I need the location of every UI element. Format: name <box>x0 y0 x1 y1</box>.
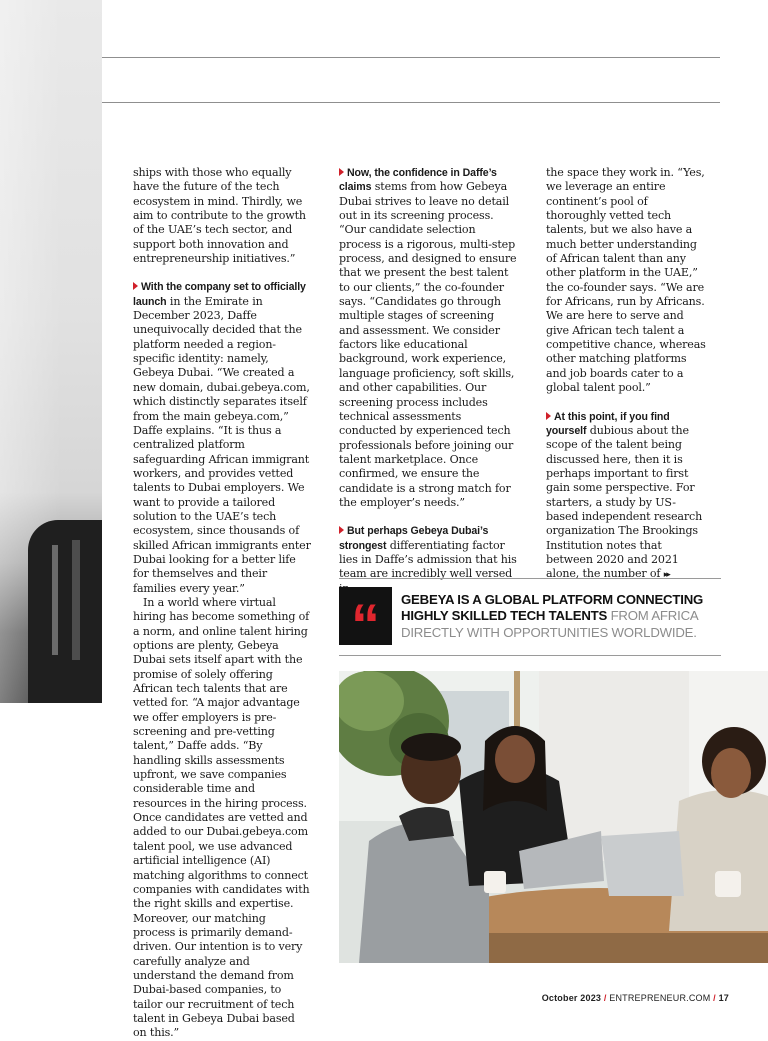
article-column-1 <box>133 166 311 1041</box>
page-number: 17 <box>718 993 729 1003</box>
paragraph <box>133 280 311 596</box>
quote-mark-box <box>339 587 392 658</box>
paragraph <box>339 524 517 596</box>
header-rule-bottom <box>102 102 720 103</box>
paragraph <box>546 410 706 582</box>
pullquote-rule-top <box>339 578 721 579</box>
paragraph-body: dubious about the scope of the talent being discussed here, then it is perhaps important to first gain some perspective. For starters, a study by US-based independent research organization The Brookings Institution notes that between 2020 and 2021 alone, the number of <box>546 423 703 581</box>
paragraph-body: differentiating factor lies in Daffe’s admission that his team are incredibly well versed <box>339 538 517 581</box>
paragraph <box>339 166 517 510</box>
section-marker-icon <box>339 526 344 534</box>
article-column-3 <box>546 166 706 582</box>
quote-icon: “ <box>351 593 380 658</box>
equipment-silhouette <box>28 520 102 703</box>
photo-illustration <box>339 671 768 963</box>
run-in-lead: Now, the confidence in Daffe’s claims <box>339 167 497 194</box>
header-rule-top <box>102 57 720 58</box>
paragraph: the space they work in. “Yes, we leverage an entire continent’s pool of thoroughly vetted tech talents, but we also have a much better understanding of African talent than any other platform in the UAE,” the co-founder says. “We are for Africans, run by Africans. We are here to serve and give African tech talent a competitive chance, whereas other matching platforms and job boards cater to a global talent pool.” <box>546 166 706 395</box>
continue-arrow-icon: ▸▸ <box>663 569 669 580</box>
footer-month: October 2023 <box>541 993 602 1003</box>
left-edge-photo <box>0 0 102 703</box>
section-marker-icon <box>546 412 551 420</box>
run-in-lead: With the company set to officially launch <box>133 281 306 308</box>
section-marker-icon <box>339 168 344 176</box>
paragraph: In a world where virtual hiring has become something of a norm, and online talent hiring options are plenty, Gebeya Dubai sets itself apart with the promise of solely offering African tech talents that are vetted for. “A major advantage we offer employers is pre-screening and pre-vetting talent,” Daffe adds. “By handling skills assessments upfront, we save companies considerable time and resources in the hiring process. Once candidates are vetted and added to our Dubai.gebeya.com talent pool, we use advanced artificial intelligence (AI) matching algorithms to connect companies with candidates with the right skills and expertise. Moreover, our matching process is primarily demand-driven. Our intention is to very carefully analyze and understand the demand from Dubai-based companies, to tailor our recruitment of tech talent in Gebeya Dubai based on this.” <box>133 595 310 1040</box>
page-footer <box>0 993 729 1003</box>
paragraph-body: stems from how Gebeya Dubai strives to leave no detail out in its screening process. “Our candidate selection process is a rigorous, multi-step process, and designed to ensure that we present the best talent to our clients,” the co-founder says. “Candidates go through multiple stages of screening and assessment. We consider factors like educational background, work experience, language proficiency, soft skills, and other capabilities. Our screening process includes technical assessments conducted by experienced tech professionals before joining our talent marketplace. Once confirmed, we ensure the candidate is a strong match for the employer’s needs.” <box>339 180 517 509</box>
paragraph-body: in the Emirate in December 2023, Daffe unequivocally decided that the platform needed a region-specific identity: namely, Gebeya Dubai. “We created a new domain, dubai.gebeya.com, which distinctly separates itself from the main gebeya.com,” Daffe explains. “It is thus a centralized platform safeguarding African immigrant workers, and provides vetted talents to Dubai employers. We want to provide a tailored solution to the UAE’s tech ecosystem, since thousands of skilled African immigrants enter Dubai looking for a better life for themselves and their families every year.” <box>133 294 311 595</box>
run-in-lead: But perhaps Gebeya Dubai’s strongest <box>339 525 489 552</box>
equipment-pole <box>52 545 58 655</box>
section-marker-icon <box>133 282 138 290</box>
article-column-2 <box>339 166 517 596</box>
team-meeting-photo <box>339 671 768 963</box>
footer-slash: / <box>603 993 607 1003</box>
pullquote <box>401 592 719 641</box>
paragraph: ships with those who equally have the future of the tech ecosystem in mind. Thirdly, we aim to contribute to the growth of the UAE’s tech sector, and support both innovation and entrepreneurship initiatives.” <box>133 166 306 266</box>
footer-site: ENTREPRENEUR.COM <box>609 993 711 1003</box>
run-in-lead: At this point, if you find yourself <box>546 410 670 437</box>
pullquote-light: FROM AFRICA DIRECTLY WITH OPPORTUNITIES WORLDWIDE. <box>401 608 698 640</box>
pullquote-bold: GEBEYA IS A GLOBAL PLATFORM CONNECTING HIGHLY SKILLED TECH TALENTS <box>401 592 704 624</box>
equipment-pole-2 <box>72 540 80 660</box>
footer-slash: / <box>713 993 716 1003</box>
pullquote-rule-bottom <box>339 655 721 656</box>
